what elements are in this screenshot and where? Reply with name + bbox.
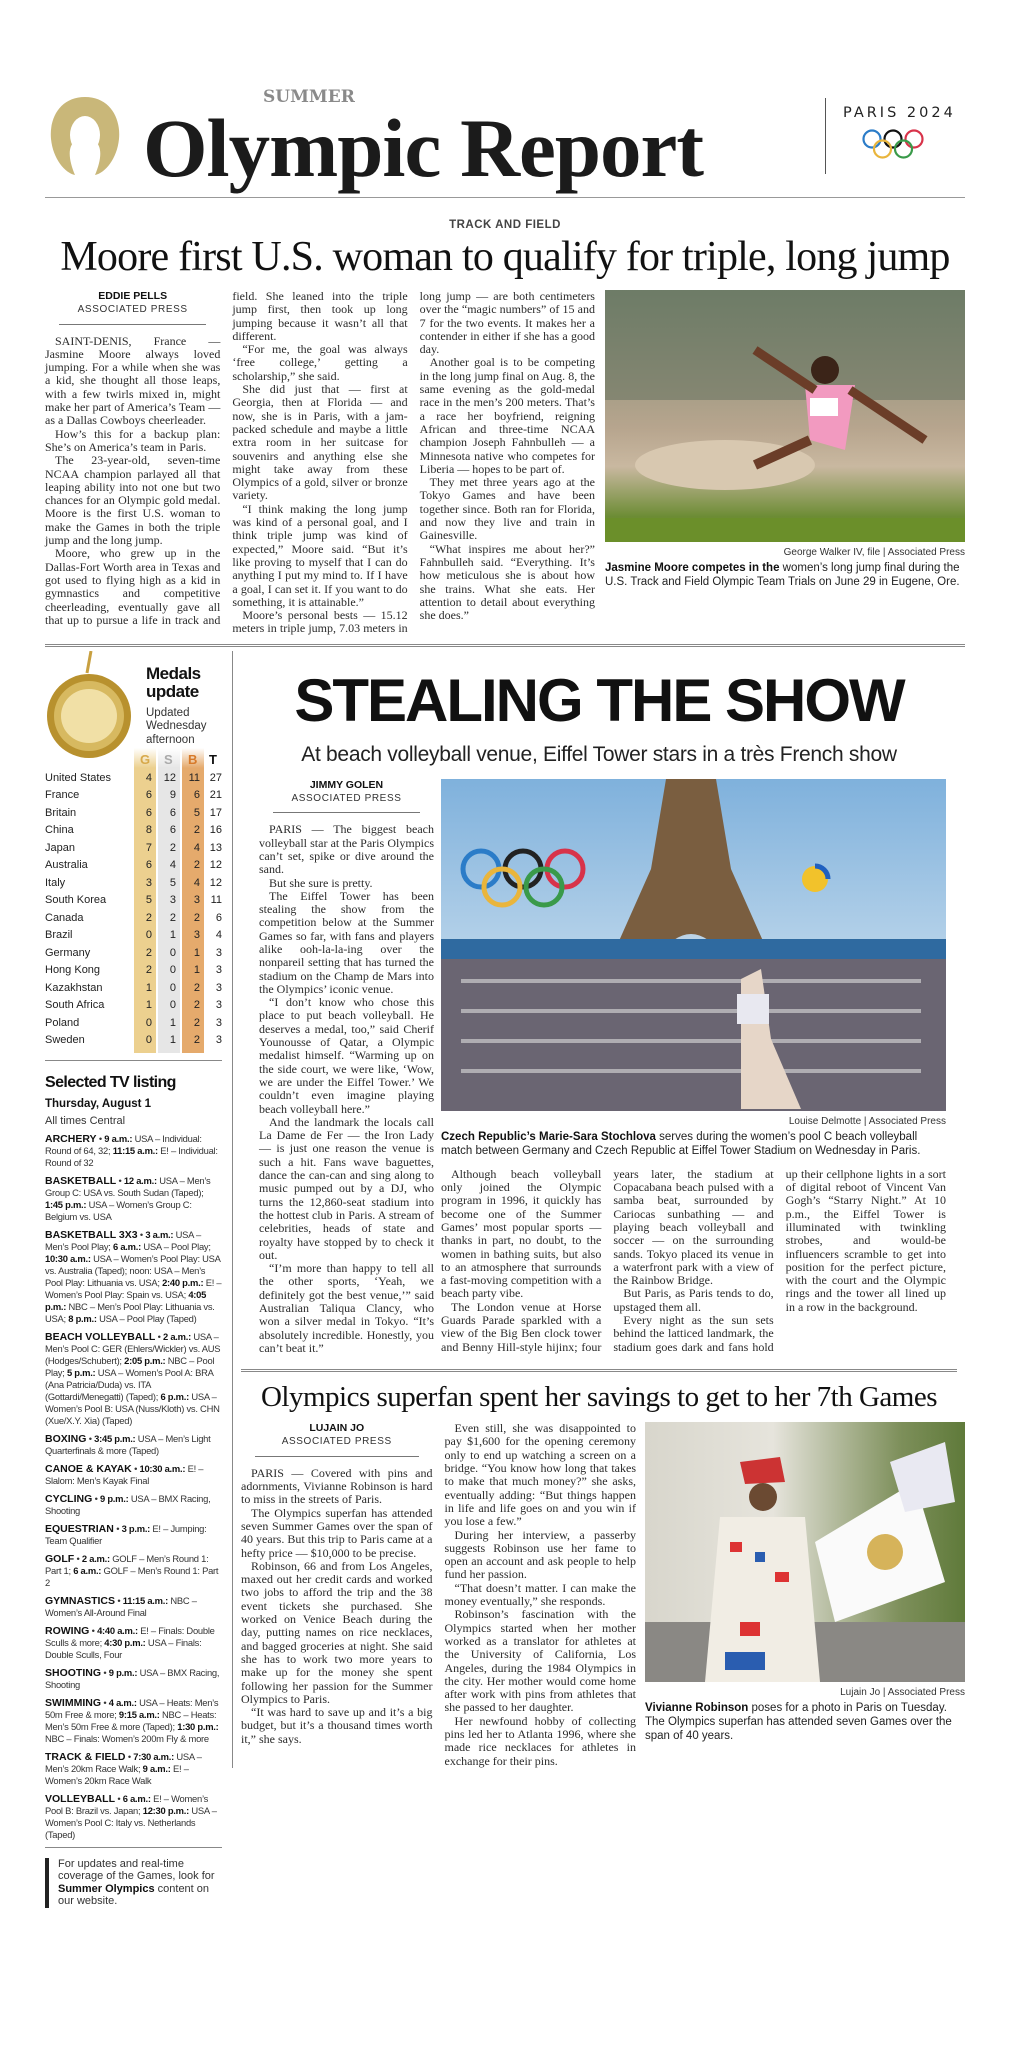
tv-rule [45, 1060, 222, 1061]
silver-count: 12 [163, 771, 176, 784]
tv-time: 4 a.m.: [108, 1696, 137, 1708]
bronze-count: 2 [193, 981, 200, 994]
country-name: Italy [45, 876, 66, 889]
header-bronze: B [188, 751, 198, 767]
tv-program: E! – Individual: Round of 32 [45, 1144, 218, 1168]
tv-entry: EQUESTRIAN • 3 p.m.: E! – Jumping: Team Qualifier [45, 1522, 207, 1546]
caption-bold: Jasmine Moore competes in the [605, 562, 780, 574]
tv-time: 1:30 p.m.: [177, 1720, 219, 1732]
story3-headline: Olympics superfan spent her savings to get to her 7th Games [260, 1381, 937, 1414]
header-total: T [209, 751, 217, 767]
article-paragraph: “That doesn’t matter. I can make the money eventually,” she responds. [444, 1580, 636, 1609]
tv-sport: VOLLEYBALL [45, 1792, 115, 1805]
medals-updated: Updated Wednesday afternoon [146, 706, 207, 746]
silver-count: 4 [169, 859, 176, 872]
byline-name: LUJAIN JO [309, 1422, 365, 1435]
tv-program: E! – Slalom: Men’s Kayak Final [45, 1462, 204, 1486]
byline-agency: ASSOCIATED PRESS [291, 793, 402, 805]
silver-count: 0 [169, 946, 176, 959]
bronze-count: 2 [193, 1034, 200, 1047]
tv-sport: ROWING [45, 1624, 90, 1637]
tv-time: 4:40 a.m.: [97, 1624, 138, 1636]
story3-body [241, 1422, 636, 1768]
total-count: 3 [215, 964, 222, 977]
tv-entry: SWIMMING • 4 a.m.: USA – Heats: Men’s 50m Free & more; 9:15 a.m.: NBC – Heats: Men’s 50m Free & more (Taped); 1:30 p.m.: NBC – Finals: Women’s 200m Fly & more [45, 1696, 219, 1744]
silver-count: 3 [169, 894, 176, 907]
caption-text: poses for a photo in Paris on Tuesday. The Olympics superfan has attended seven Games over the span of 40 years. [645, 1702, 952, 1743]
country-name: South Africa [45, 999, 105, 1012]
tv-entry: BASKETBALL • 12 a.m.: USA – Men’s Group C: USA vs. South Sudan (Taped); 1:45 p.m.: USA – Women’s Group C: Belgium vs. USA [45, 1174, 211, 1222]
silver-count: 0 [169, 999, 176, 1012]
tv-time: 11:15 a.m.: [122, 1594, 168, 1606]
story1-photo [605, 290, 965, 542]
article-paragraph: “For me, the goal was always ‘free college,’ getting a scholarship,” she said. [232, 342, 408, 383]
bronze-count: 3 [193, 929, 200, 942]
total-count: 11 [210, 894, 222, 907]
medal-table-row [45, 910, 222, 926]
story3-photo [645, 1422, 965, 1682]
masthead-rule [45, 197, 965, 198]
story2-body-bottom [441, 1168, 946, 1354]
tv-program: USA – Finals: Double Sculls, Four [45, 1636, 202, 1660]
bronze-count: 1 [193, 964, 200, 977]
story3 [241, 1421, 965, 1768]
story1-headline: Moore first U.S. woman to qualify for triple, long jump [60, 234, 950, 280]
tv-program: NBC – Women’s All-Around Final [45, 1594, 197, 1618]
medal-table-row [45, 787, 222, 803]
gold-count: 2 [145, 964, 152, 977]
lower-area [45, 651, 965, 1908]
tv-program: GOLF – Men’s Round 1: Part 2 [45, 1564, 219, 1588]
byline-agency: ASSOCIATED PRESS [77, 304, 188, 316]
caption-bold: Czech Republic’s Marie-Sara Stochlova [441, 1130, 656, 1143]
medal-table-row [45, 840, 222, 856]
tv-sport: BASKETBALL 3X3 [45, 1228, 138, 1241]
bronze-count: 2 [193, 911, 200, 924]
article-paragraph: The 23-year-old, seven-time NCAA champion parlayed all that leaping ability into not one but two chances for an Olympic gold medal. Moore is the first U.S. woman to make the Games in both the triple jump and the long jump. [45, 453, 221, 548]
story2-headline: STEALING THE SHOW [294, 666, 904, 734]
article-paragraph: Her newfound hobby of collecting pins led her to Atlanta 1996, where she made rice necklaces for athletes in exchange for their pins. [444, 1713, 636, 1768]
tv-program: USA – Women’s Pool A: BRA (Ana Patricia/Duda) vs. ITA (Gottardi/Menegatti) (Taped); [45, 1366, 214, 1402]
medals-table [45, 748, 222, 1053]
medal-table-row [45, 1032, 222, 1048]
silver-count: 0 [169, 964, 176, 977]
article-paragraph: PARIS — Covered with pins and adornments, Vivianne Robinson is hard to miss in the streets of Paris. [241, 1465, 433, 1507]
silver-count: 2 [169, 841, 176, 854]
silver-count: 1 [169, 929, 176, 942]
main-column [232, 651, 965, 1768]
story3-byline [255, 1422, 419, 1457]
bronze-count: 2 [193, 824, 200, 837]
article-paragraph: Robinson, 66 and from Los Angeles, maxed out her credit cards and worked two jobs to afford the trip and the 38 event tickets she purchased. She worked on Venice Beach during the day, putting names on rice necklaces, and bagged groceries at night. She said she has to work two more years to make up for the money she spent following her passion for the Summer Olympics to Paris. [241, 1558, 433, 1706]
total-count: 21 [209, 789, 222, 802]
total-count: 16 [209, 824, 222, 837]
total-count: 3 [215, 1016, 222, 1029]
medal-table-row [45, 962, 222, 978]
bronze-count: 11 [188, 771, 200, 784]
medal-table-row [45, 1015, 222, 1031]
country-name: Kazakhstan [45, 981, 103, 994]
gold-count: 2 [145, 911, 152, 924]
medal-table-row [45, 822, 222, 838]
gold-count: 6 [145, 789, 152, 802]
tv-time: 5 p.m.: [66, 1366, 96, 1378]
tv-program: USA – Men’s Group C: USA vs. South Sudan (Taped); [45, 1174, 211, 1198]
tv-sport: BEACH VOLLEYBALL [45, 1330, 156, 1343]
masthead-divider [825, 98, 826, 174]
tv-time: 9 p.m.: [100, 1492, 129, 1504]
tv-time: 3 a.m.: [145, 1228, 174, 1240]
medal-table-row [45, 945, 222, 961]
tv-program: USA – Men’s Pool C: GER (Ehlers/Wickler) vs. AUS (Hodges/Schubert); [45, 1330, 221, 1366]
tv-entry: VOLLEYBALL • 6 a.m.: E! – Women’s Pool B: Brazil vs. Japan; 12:30 p.m.: USA – Women’s Pool C: Italy vs. Netherlands (Taped) [45, 1792, 217, 1840]
total-count: 27 [209, 771, 222, 784]
tv-sport: BOXING [45, 1432, 87, 1445]
caption-text: women’s long jump final during the U.S. Track and Field Olympic Team Trials on June 29 in Eugene, Ore. [605, 562, 960, 588]
olympic-rings-icon [862, 128, 924, 167]
tv-program: E! – Finals: Double Sculls & more; [45, 1624, 215, 1648]
article-paragraph: “I think making the long jump was kind of a personal goal, and I think triple jump was kind of expected,” Moore said. “But it’s like proving to myself that I can do anything I put my mind to. If I have a goal, I can set it. If you want to do something, it is attainable.” [232, 501, 408, 609]
bronze-count: 2 [193, 1016, 200, 1029]
story3-photo-credit: Lujain Jo | Associated Press [840, 1687, 965, 1699]
article-paragraph: The Eiffel Tower has been stealing the show from the competition below at the Summer Games so far, with fans and players alike ooh-la-la-ing over the nonpareil setting that has turned the stadium on the Champ de Mars into the Olympics’ iconic venue. [259, 888, 434, 996]
story2-byline [273, 779, 420, 814]
masthead-kicker: SUMMER [263, 87, 355, 107]
tv-program: GOLF – Men’s Round 1: Part 1; [45, 1552, 209, 1576]
tv-time: 9 p.m.: [108, 1666, 138, 1678]
promo-rule [45, 1847, 222, 1848]
tv-time: 6 p.m.: [160, 1390, 189, 1402]
country-name: China [45, 824, 74, 837]
tv-time: 6 a.m.: [73, 1564, 102, 1576]
tv-time: 3 p.m.: [121, 1522, 151, 1534]
tv-title: Selected TV listing [45, 1073, 176, 1091]
tv-program: USA – Heats: Men’s 50m Free & more; [45, 1696, 219, 1720]
tv-program: NBC – Finals: Women’s 200m Fly & more [45, 1732, 209, 1744]
story1-body [45, 290, 595, 636]
gold-count: 3 [145, 876, 152, 889]
tv-program: USA – Women’s Group C: Belgium vs. USA [45, 1198, 192, 1222]
total-count: 6 [215, 911, 222, 924]
medal-table-row [45, 805, 222, 821]
tv-program: NBC – Men’s Pool Play: Lithuania vs. USA; [45, 1300, 215, 1324]
medal-table-row [45, 770, 222, 786]
total-count: 3 [215, 1034, 222, 1047]
silver-count: 2 [169, 911, 176, 924]
gold-count: 0 [145, 929, 152, 942]
story1 [45, 290, 965, 636]
country-name: Australia [45, 859, 88, 872]
total-count: 3 [215, 946, 222, 959]
story3-photo-column [645, 1422, 965, 1743]
silver-count: 9 [169, 789, 176, 802]
article-paragraph: The London venue at Horse Guards Parade sparkled with a view of the Big Ben clock tower and Benny Hill-style hijinx; four years later, the stadium at Copacabana beach pulsed with a samba beat, surrounded by Cariocas sunbathing — and playing beach volleyball and soccer — on the surrounding sands. Tokyo placed its venue in a waterfront park with a view of the Rainbow Bridge. [441, 1166, 774, 1354]
tv-time: 10:30 a.m.: [45, 1252, 91, 1264]
tv-timezone-note: All times Central [45, 1114, 126, 1127]
article-paragraph: Moore, who grew up in the Dallas-Fort Worth area in Texas and got used to flying high as a kid in gymnastics and competitive cheerleading, eventually gave all that up to pursue a life in track and field. She leaned into the triple jump first, then took up long jumping because it wasn’t all that different. [45, 289, 408, 627]
tv-entry: SHOOTING • 9 p.m.: USA – BMX Racing, Shooting [45, 1666, 220, 1690]
byline-name: EDDIE PELLS [98, 290, 168, 302]
tv-program: E! – Jumping: Team Qualifier [45, 1522, 207, 1546]
country-name: Japan [45, 841, 75, 854]
tv-program: USA – Women’s Pool B: USA (Nuss/Kloth) vs. CHN (Xue/X.Y. Xia) (Taped) [45, 1390, 220, 1426]
article-paragraph: SAINT-DENIS, France — Jasmine Moore always loved jumping. For a while when she was a kid, she thought all those leaps, with a few twirls mixed in, might make her part of America’s Team — as a Dallas Cowboys cheerleader. [45, 333, 221, 428]
tv-entry: BASKETBALL 3X3 • 3 a.m.: USA – Men’s Pool Play; 6 a.m.: USA – Pool Play; 10:30 a.m.: USA – Women’s Pool Play: USA vs. Australia (Taped); noon: USA – Men’s Pool Play: Lithuania vs. USA; 2:40 p.m.: E! – Women’s Pool Play: Spain vs. USA; 4:05 p.m.: NBC – Men’s Pool Play: Lithuania vs. USA; 8 p.m.: USA – Pool Play (Taped) [45, 1228, 222, 1324]
total-count: 13 [209, 841, 222, 854]
tv-time: 2 a.m.: [163, 1330, 191, 1342]
tv-entry: CYCLING • 9 p.m.: USA – BMX Racing, Shooting [45, 1492, 211, 1516]
article-paragraph: They met three years ago at the Tokyo Games and have been together since. Both ran for Florida, and now they live and train in Gainesville. [419, 475, 595, 543]
gold-count: 6 [145, 859, 152, 872]
tv-program: NBC – Heats: Men’s 50m Free & more (Taped); [45, 1708, 217, 1732]
tv-program: USA – BMX Racing, Shooting [45, 1492, 211, 1516]
article-paragraph: “It was hard to save up and it’s a big budget, but it’s a thousand times worth it,” she says. [241, 1705, 433, 1746]
bronze-count: 2 [193, 999, 200, 1012]
paris-2024-label: PARIS 2024 [843, 105, 956, 121]
tv-sport: ARCHERY [45, 1132, 97, 1145]
article-paragraph: Another goal is to be competing in the long jump final on Aug. 8, the same evening as the gold-medal race in the men’s 200 meters. That’s a race her boyfriend, reigning African and three-time NCAA champion Joseph Fahnbulleh — a Minnesota native who competes for Liberia — hopes to be part of. [419, 355, 595, 476]
tv-sport: BASKETBALL [45, 1174, 117, 1187]
tv-sport: SHOOTING [45, 1666, 102, 1679]
article-paragraph: But she sure is pretty. [269, 875, 373, 890]
story2-subhead: At beach volleyball venue, Eiffel Tower stars in a très French show [301, 742, 897, 766]
tv-time: 4:05 p.m.: [45, 1288, 207, 1312]
tv-program: USA – BMX Racing, Shooting [45, 1666, 220, 1690]
gold-count: 1 [145, 999, 152, 1012]
tv-entry: TRACK & FIELD • 7:30 a.m.: USA – Men’s 20km Race Walk; 9 a.m.: E! – Women’s 20km Race Walk [45, 1750, 202, 1786]
promo-text-end: content on our website. [58, 1882, 210, 1908]
article-paragraph: And the landmark the locals call La Dame de Fer — the Iron Lady — is just one reason the venue is such a hit. Fans wave baguettes, dance the can-can and sing along to music pumped out by a DJ, who turns the 12,860-seat stadium into the hottest club in Paris. A stream of celebrities, heads of state and royalty have stopped by to check it out. [259, 1114, 434, 1262]
tv-program: USA – Men’s Light Quarterfinals & more (Taped) [45, 1432, 211, 1456]
tv-program: USA – Pool Play (Taped) [99, 1312, 197, 1324]
tv-program: USA – Pool Play; [143, 1240, 211, 1252]
story1-caption [605, 561, 965, 589]
tv-sport: CANOE & KAYAK [45, 1462, 132, 1475]
bronze-count: 3 [193, 894, 200, 907]
tv-entry: CANOE & KAYAK • 10:30 a.m.: E! – Slalom: Men’s Kayak Final [45, 1462, 204, 1486]
country-name: Brazil [45, 929, 73, 942]
tv-time: 7:30 a.m.: [133, 1750, 174, 1762]
gold-count: 0 [145, 1034, 152, 1047]
medal-table-row [45, 927, 222, 943]
story2-photo-credit: Louise Delmotte | Associated Press [788, 1115, 946, 1127]
tv-program: E! – Women’s Pool Play: Spain vs. USA; [45, 1276, 222, 1300]
gold-count: 7 [145, 841, 152, 854]
tv-sport: EQUESTRIAN [45, 1522, 114, 1535]
medals-box [45, 651, 222, 1056]
paris-2024-emblem-logo [45, 95, 125, 177]
header-silver: S [164, 751, 173, 767]
page-content [45, 218, 965, 1908]
article-paragraph: Even still, she was disappointed to pay $1,600 for the opening ceremony only to end up watching a screen on a bridge. “You know how long that takes to make that much money?” she asks, eventually adding: “But things happen in life and life goes on and you win if you lose a few.” [444, 1421, 636, 1529]
caption-text: serves during the women’s pool C beach volleyball match between Germany and Czech Republic at Eiffel Tower Stadium on Wednesday in Paris. [441, 1130, 921, 1157]
tv-program: E! – Women’s Pool B: Brazil vs. Japan; [45, 1792, 209, 1816]
bronze-count: 6 [193, 789, 200, 802]
tv-sport: GOLF [45, 1552, 75, 1565]
tv-time: 9 a.m.: [104, 1132, 133, 1144]
article-paragraph: PARIS — The biggest beach volleyball star at the Paris Olympics can’t set, spike or dive around the sand. [259, 822, 434, 877]
bronze-count: 2 [193, 859, 200, 872]
gold-count: 2 [145, 946, 152, 959]
country-name: Canada [45, 911, 84, 924]
tv-time: 10:30 a.m.: [139, 1462, 186, 1474]
total-count: 3 [215, 981, 222, 994]
tv-sport: GYMNASTICS [45, 1594, 116, 1607]
tv-program: USA – Men’s 20km Race Walk; [45, 1750, 202, 1774]
total-count: 17 [209, 806, 222, 819]
tv-entry: ROWING • 4:40 a.m.: E! – Finals: Double Sculls & more; 4:30 p.m.: USA – Finals: Double Sculls, Four [45, 1624, 215, 1660]
masthead [0, 0, 1012, 198]
bronze-count: 1 [193, 946, 200, 959]
country-name: Sweden [45, 1034, 85, 1047]
country-name: South Korea [45, 894, 107, 907]
medals-title: Medals update [146, 663, 201, 701]
medal-table-row [45, 892, 222, 908]
masthead-title: Olympic Report [143, 102, 703, 194]
gold-count: 4 [145, 771, 152, 784]
tv-program: USA – Women’s Pool Play: USA vs. Australia (Taped); noon: USA – Men’s Pool Play: Lithuania vs. USA; [45, 1252, 221, 1288]
article-paragraph: Moore’s personal bests — 15.12 meters in triple jump, 7.03 meters in long jump — are both centimeters over the “magic numbers” of 15 and 7 for the two events. It makes her a contender in either if she has a good day. [232, 289, 595, 636]
medals-header-row [45, 752, 222, 768]
country-name: France [45, 789, 80, 802]
tv-time: 11:15 a.m.: [112, 1144, 158, 1156]
section-rule [241, 1369, 957, 1372]
country-name: Poland [45, 1016, 80, 1029]
tv-program: NBC – Pool Play; [45, 1354, 215, 1378]
tv-time: 2 a.m.: [81, 1552, 110, 1564]
silver-count: 6 [169, 824, 176, 837]
article-paragraph: “I’m more than happy to tell all the other sports, ‘Yeah, we definitely got the best venue,’” said Australian Taliqua Clancy, who won a silver medal in Tokyo. “It’s absolutely incredible. Honestly, you can’t beat it.” [259, 1261, 434, 1355]
country-name: Hong Kong [45, 964, 101, 977]
tv-sport: SWIMMING [45, 1696, 101, 1709]
gold-count: 6 [145, 806, 152, 819]
article-paragraph: During her interview, a passerby suggests Robinson use her fame to open an account and ask people to help fund her passion. [444, 1527, 636, 1582]
article-paragraph: “I don’t know who chose this place to put beach volleyball. He deserves a medal, too,” said Cherif Younousse of Qatar, a Olympic medalist himself. “Warming up on the side court, we were like, ‘Wow, we are under the Eiffel Tower.’ We couldn’t even imagine playing beach volleyball here.” [259, 995, 434, 1116]
story2 [241, 779, 957, 1355]
tv-sport: CYCLING [45, 1492, 93, 1505]
website-promo [45, 1858, 222, 1908]
silver-count: 1 [169, 1016, 176, 1029]
silver-count: 5 [169, 876, 176, 889]
tv-entry: ARCHERY • 9 a.m.: USA – Individual: Round of 64, 32; 11:15 a.m.: E! – Individual: Round of 32 [45, 1132, 218, 1168]
gold-count: 8 [145, 824, 152, 837]
gold-count: 1 [145, 981, 152, 994]
medal-table-row [45, 857, 222, 873]
article-paragraph: Every night as the sun sets behind the latticed landmark, the stadium goes dark and fans hold up their cellphone lights in a sort of digital reboot of Vincent Van Gogh’s “Starry Night.” At 10 p.m., the Eiffel Tower is illuminated with twinkling strobes, and would-be influencers scramble to get into position for the perfect picture, with the court and the Olympic rings and the tower all lined up in a row in the background. [613, 1166, 946, 1354]
story1-byline [59, 290, 206, 325]
total-count: 4 [215, 929, 222, 942]
article-paragraph: But Paris, as Paris tends to do, upstaged them all. [613, 1286, 774, 1314]
story1-photo-credit: George Walker IV, file | Associated Press [783, 547, 965, 558]
article-paragraph: The Olympics superfan has attended seven Summer Games over the span of 40 years. But this trip to Paris came at a hefty price — $10,000 to be precise. [241, 1505, 433, 1560]
byline-agency: ASSOCIATED PRESS [281, 1436, 392, 1448]
tv-time: 6 a.m.: [113, 1240, 141, 1252]
tv-time: 8 p.m.: [68, 1312, 97, 1324]
tv-program: E! – Women’s 20km Race Walk [45, 1762, 189, 1786]
bronze-count: 5 [193, 806, 200, 819]
tv-time: 6 a.m.: [122, 1792, 151, 1804]
total-count: 12 [209, 859, 222, 872]
tv-time: 2:40 p.m.: [162, 1276, 204, 1288]
tv-listing [45, 1133, 222, 1841]
total-count: 12 [209, 876, 222, 889]
medal-table-row [45, 997, 222, 1013]
story2-right-column [441, 779, 946, 1354]
tv-time: 9 a.m.: [142, 1762, 171, 1774]
tv-time: 12:30 p.m.: [142, 1804, 189, 1816]
article-paragraph: Although beach volleyball only joined the Olympic program in 1996, it quickly has become one of the Summer Games’ most popular sports — thanks in part, no doubt, to the women in bathing suits, but also to an atmosphere that surrounds a fast-moving competition with a beach party vibe. [441, 1166, 602, 1301]
country-name: Britain [45, 806, 77, 819]
gold-count: 0 [145, 1016, 152, 1029]
medal-table-row [45, 875, 222, 891]
promo-link[interactable]: Summer Olympics [58, 1882, 155, 1895]
tv-time: 3:45 p.m.: [94, 1432, 136, 1444]
byline-name: JIMMY GOLEN [309, 778, 384, 791]
gold-count: 5 [145, 894, 152, 907]
tv-entry: BEACH VOLLEYBALL • 2 a.m.: USA – Men’s Pool C: GER (Ehlers/Wickler) vs. AUS (Hodges/Schubert); 2:05 p.m.: NBC – Pool Play; 5 p.m.: USA – Women’s Pool A: BRA (Ana Patricia/Duda) vs. ITA (Gottardi/Menegatti) (Taped); 6 p.m.: USA – Women’s Pool B: USA (Nuss/Kloth) vs. CHN (Xue/X.Y. Xia) (Taped) [45, 1330, 221, 1426]
country-name: United States [45, 771, 112, 784]
silver-count: 6 [169, 806, 176, 819]
story3-caption [645, 1701, 965, 1743]
tv-program: USA – Individual: Round of 64, 32; [45, 1132, 202, 1156]
tv-program: USA – Women’s Pool C: Italy vs. Netherlands (Taped) [45, 1804, 217, 1840]
article-paragraph: She did just that — first at Georgia, then at Florida — and now, she is in Paris, with a jam-packed schedule and maybe a little extra room in her suitcase for souvenirs and anything else she might take away from these Olympics of a gold, silver or bronze variety. [232, 382, 408, 503]
bronze-count: 4 [193, 876, 200, 889]
tv-time: 9:15 a.m.: [118, 1708, 160, 1720]
total-count: 3 [215, 999, 222, 1012]
caption-bold: Vivianne Robinson [645, 1702, 749, 1715]
section-rule [45, 644, 965, 647]
tv-time: 2:05 p.m.: [124, 1354, 166, 1366]
silver-count: 0 [169, 981, 176, 994]
tv-date: Thursday, August 1 [45, 1097, 152, 1110]
medal-table-row [45, 980, 222, 996]
bronze-count: 4 [193, 841, 200, 854]
tv-time: 12 a.m.: [123, 1174, 157, 1186]
story2-body-left [259, 779, 434, 1355]
article-paragraph: Robinson’s fascination with the Olympics started when her mother worked as a translator for athletes at the University of California, Los Angeles, during the 1984 Olympics in the city. Her mother would come home after work with pins from athletes that she passed to her daughter. [444, 1607, 636, 1715]
tv-entry: GYMNASTICS • 11:15 a.m.: NBC – Women’s All-Around Final [45, 1594, 197, 1618]
article-paragraph: “What inspires me about her?” Fahnbulleh said. “Everything. It’s how meticulous she is about how she trains. What she eats. Her attention to detail about everything she does.” [419, 541, 595, 623]
tv-entry: GOLF • 2 a.m.: GOLF – Men’s Round 1: Part 1; 6 a.m.: GOLF – Men’s Round 1: Part 2 [45, 1552, 219, 1588]
promo-text: For updates and real-time coverage of the Games, look for [58, 1857, 215, 1883]
section-label: TRACK AND FIELD [449, 219, 561, 231]
tv-entry: BOXING • 3:45 p.m.: USA – Men’s Light Quarterfinals & more (Taped) [45, 1432, 211, 1456]
silver-count: 1 [169, 1034, 176, 1047]
tv-time: 1:45 p.m.: [45, 1198, 87, 1210]
story2-photo [441, 779, 946, 1111]
tv-time: 4:30 p.m.: [104, 1636, 146, 1648]
story1-photo-column [605, 290, 965, 589]
tv-sport: TRACK & FIELD [45, 1750, 126, 1763]
story2-caption [441, 1130, 946, 1158]
tv-program: USA – Men’s Pool Play; [45, 1228, 201, 1252]
sidebar [45, 651, 222, 1908]
article-paragraph: How’s this for a backup plan: She’s on America’s team in Paris. [45, 426, 221, 454]
country-name: Germany [45, 946, 91, 959]
header-gold: G [140, 751, 151, 767]
